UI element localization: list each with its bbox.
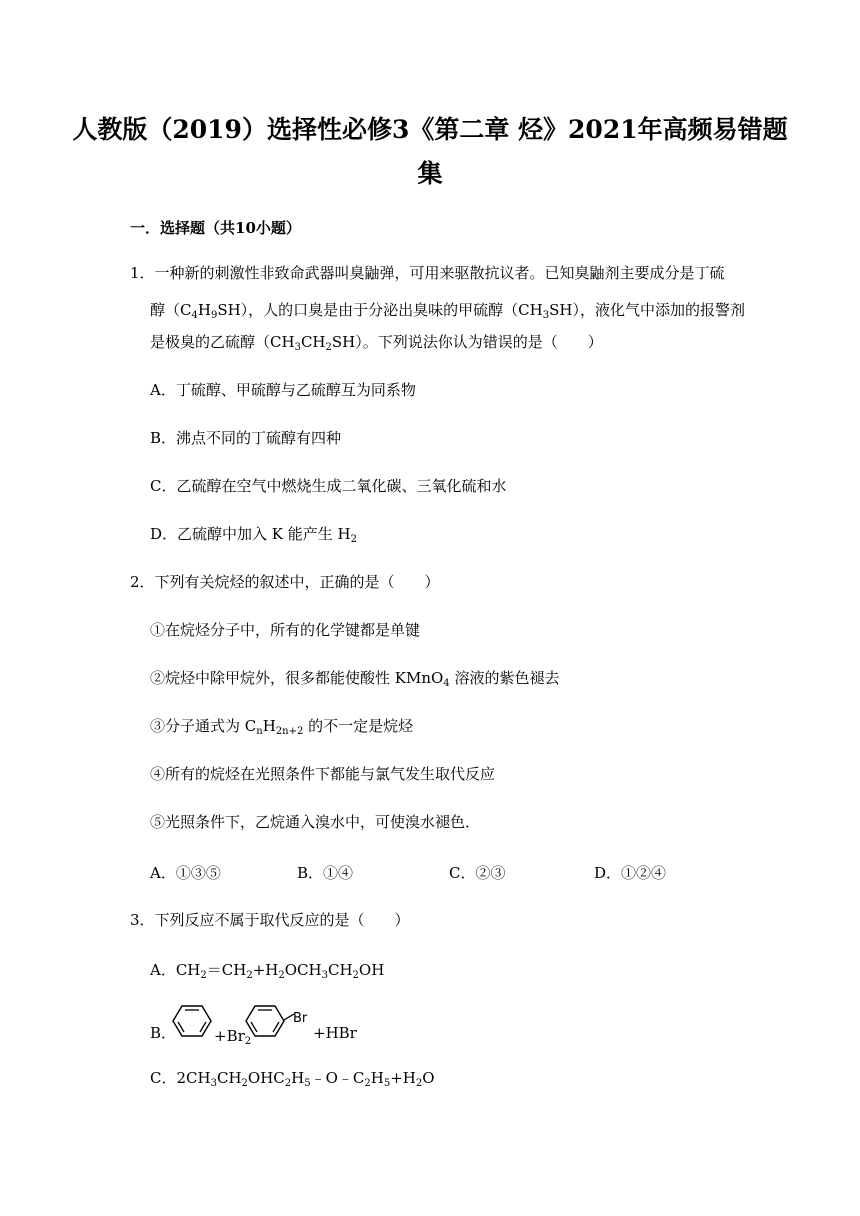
- q3-stem: 3．下列反应不属于取代反应的是（ ）: [130, 911, 410, 929]
- q3-option-b-reagent: $+Br_2$: [214, 1027, 252, 1047]
- q2-stem: 2．下列有关烷烃的叙述中，正确的是（ ）: [130, 573, 440, 591]
- q1-stem-line-3: 是极臭的乙硫醇$(CH_3CH_2SH)$。下列说法你认为错误的是（ ）: [150, 333, 603, 353]
- q2-option-c: C．②③: [449, 864, 506, 882]
- q2-option-a: A．①③⑤: [150, 864, 221, 882]
- title-line-2: 集: [417, 159, 443, 188]
- q3-option-a: A．$CH_2=CH_2+H_2OCH_3CH_2OH$: [150, 961, 385, 981]
- q2-statement-3: ③分子通式为 $C_nH_{2n+2}$ 的不一定是烷烃: [150, 717, 414, 737]
- q2-option-d: D．①②④: [594, 864, 667, 882]
- q1-option-b: B．沸点不同的丁硫醇有四种: [150, 429, 342, 447]
- q3-option-b-product: +HBr: [313, 1024, 357, 1042]
- q2-statement-4: ④所有的烷烃在光照条件下都能与氯气发生取代反应: [150, 765, 496, 783]
- q2-statement-5: ⑤光照条件下，乙烷通入溴水中，可使溴水褪色．: [150, 813, 481, 831]
- q1-stem-line-1: 1．一种新的刺激性非致命武器叫臭鼬弹，可用来驱散抗议者。已知臭鼬剂主要成分是丁硫: [130, 264, 725, 282]
- title-line-1: 人教版（2019）选择性必修3《第二章 烃》2021年高频易错题: [72, 115, 788, 144]
- q2-statement-2: ②烷烃中除甲烷外，很多都能使酸性 KMnO$_4$ 溶液的紫色褪去: [150, 669, 560, 689]
- q1-option-a: A．丁硫醇、甲硫醇与乙硫醇互为同系物: [150, 381, 416, 399]
- benzene-ring-icon: [172, 1003, 212, 1039]
- page-title: [0, 108, 860, 196]
- q2-option-b: B．①④: [297, 864, 354, 882]
- q3-option-b-label: B．: [150, 1024, 177, 1042]
- q1-stem-line-2: 醇$(C_4H_9SH)$，人的口臭是由于分泌出臭味的甲硫醇$(CH_3SH)$，液化气中添加的报警剂: [150, 301, 745, 321]
- q1-option-c: C．乙硫醇在空气中燃烧生成二氧化碳、三氧化硫和水: [150, 477, 507, 495]
- q3-option-c: C．$2CH_3CH_2OHC_2H_5﹣O﹣C_2H_5+H_2O$: [150, 1069, 435, 1089]
- q1-option-d: D．乙硫醇中加入 K 能产生 $H_2$: [150, 525, 357, 545]
- bromobenzene-ring-icon: [245, 1003, 285, 1039]
- bromine-label: Br: [293, 1011, 308, 1026]
- section-heading: 一．选择题（共10小题）: [130, 219, 301, 237]
- q2-statement-1: ①在烷烃分子中，所有的化学键都是单键: [150, 621, 421, 639]
